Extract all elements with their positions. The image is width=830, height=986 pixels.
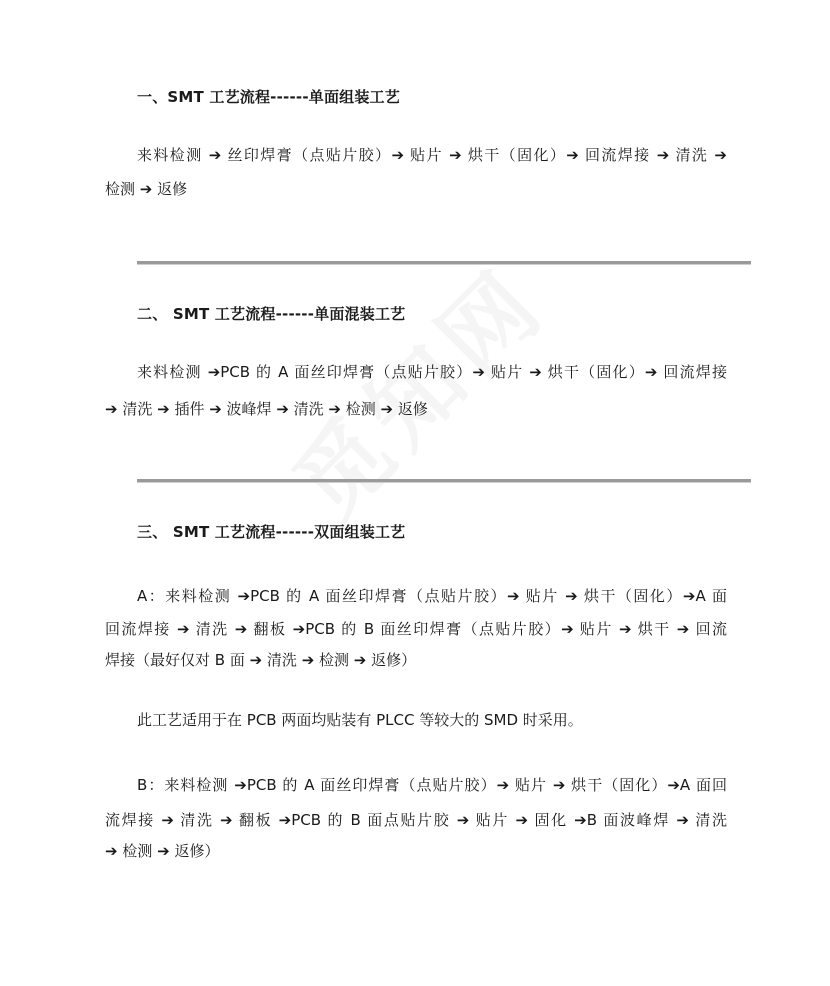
section-divider-2 (137, 479, 751, 483)
section-1-line-1: 来料检测 ➔ 丝印焊膏（点贴片胶）➔ 贴片 ➔ 烘干（固化）➔ 回流焊接 ➔ 清洗 ➔ (137, 146, 727, 164)
section-3-para-b-line-2: 流焊接 ➔ 清洗 ➔ 翻板 ➔PCB 的 B 面点贴片胶 ➔ 贴片 ➔ 固化 ➔B 面波峰焊 ➔ 清洗 (105, 811, 727, 829)
section-3-note: 此工艺适用于在 PCB 两面均贴装有 PLCC 等较大的 SMD 时采用。 (137, 711, 583, 729)
section-2-line-1: 来料检测 ➔PCB 的 A 面丝印焊膏（点贴片胶）➔ 贴片 ➔ 烘干（固化）➔ 回流焊接 (137, 363, 727, 381)
section-3-para-a-line-1: A：来料检测 ➔PCB 的 A 面丝印焊膏（点贴片胶）➔ 贴片 ➔ 烘干（固化）➔A 面 (137, 587, 727, 605)
section-2-line-2: ➔ 清洗 ➔ 插件 ➔ 波峰焊 ➔ 清洗 ➔ 检测 ➔ 返修 (105, 400, 428, 418)
section-1-line-2: 检测 ➔ 返修 (105, 180, 188, 198)
section-3-para-a-line-2: 回流焊接 ➔ 清洗 ➔ 翻板 ➔PCB 的 B 面丝印焊膏（点贴片胶）➔ 贴片 ➔ 烘干 ➔ 回流 (105, 620, 727, 638)
section-divider-1 (137, 261, 751, 265)
section-3-para-b-line-3: ➔ 检测 ➔ 返修） (105, 842, 220, 860)
section-3-title: 三、 SMT 工艺流程------双面组装工艺 (137, 523, 406, 541)
section-2-title: 二、 SMT 工艺流程------单面混装工艺 (137, 305, 406, 323)
section-3-para-b-line-1: B：来料检测 ➔PCB 的 A 面丝印焊膏（点贴片胶）➔ 贴片 ➔ 烘干（固化）➔A 面回 (137, 776, 727, 794)
section-1-title: 一、SMT 工艺流程------单面组装工艺 (137, 88, 400, 106)
section-3-para-a-line-3: 焊接（最好仅对 B 面 ➔ 清洗 ➔ 检测 ➔ 返修） (105, 651, 417, 669)
